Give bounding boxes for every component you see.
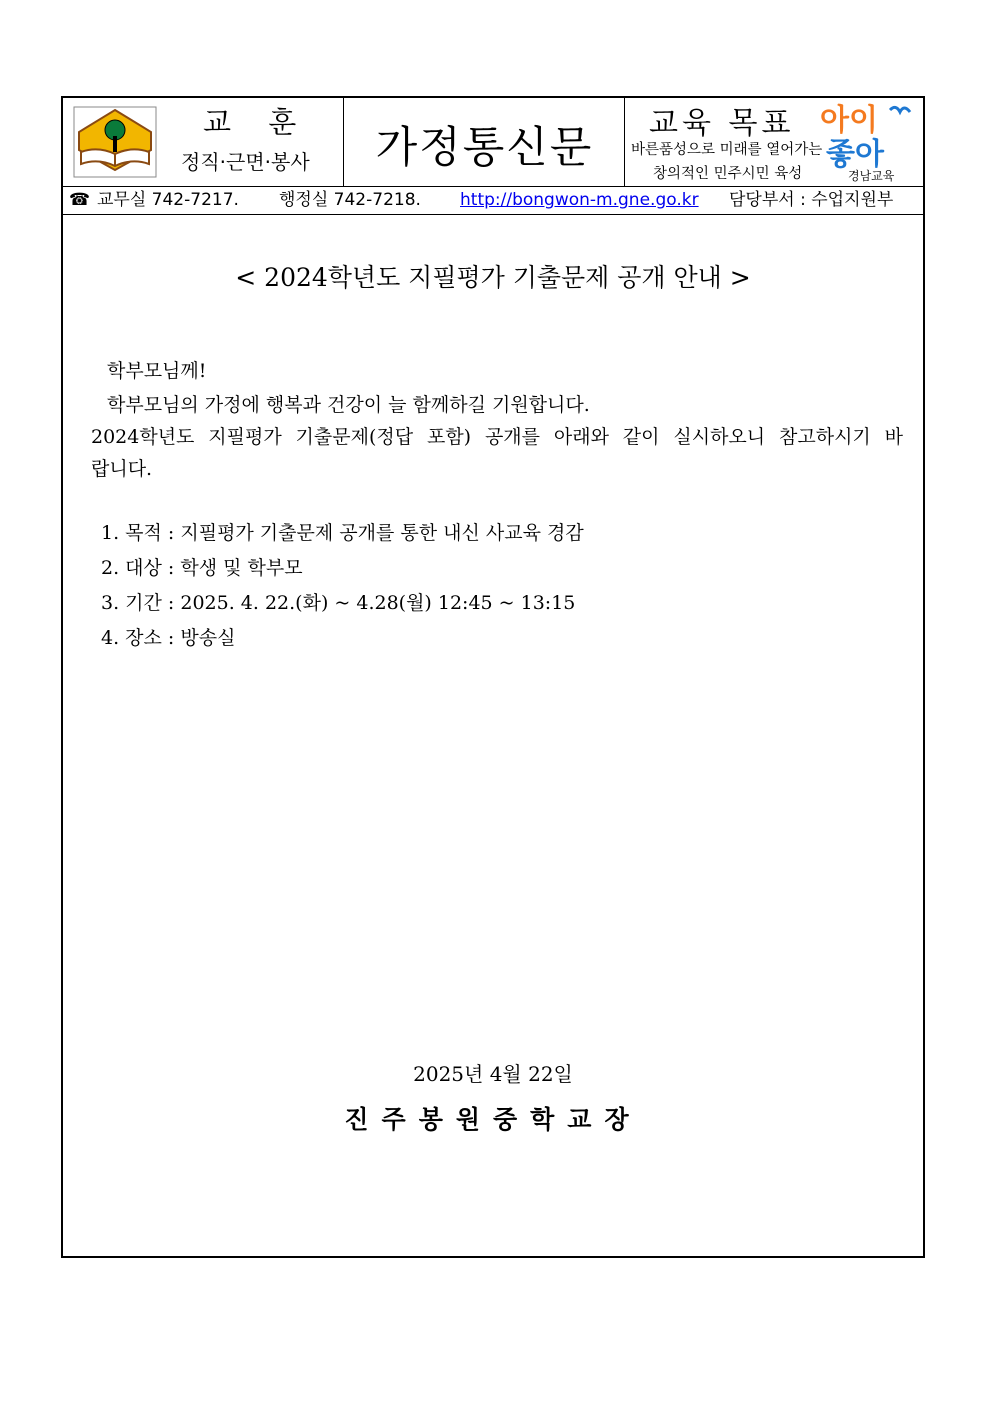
header-table (63, 98, 923, 187)
issue-date: 2025년 4월 22일 (413, 1062, 573, 1086)
school-emblem-icon (73, 106, 157, 178)
goal-title: 교육 목표 (649, 106, 795, 141)
title-cell (344, 98, 625, 186)
goal-cell (625, 98, 923, 186)
admin-phone: 행정실 742-7218. (279, 190, 421, 210)
list-item-period: 3. 기간 : 2025. 4. 22.(화) ~ 4.28(월) 12:45 ~ 13:15 (101, 592, 576, 614)
main-title: 가정통신문 (375, 123, 594, 173)
brand-caption: 경남교육 (848, 169, 895, 183)
goal-line-1: 바른품성으로 미래를 열어가는 (631, 142, 823, 158)
motto-title: 교 훈 (203, 105, 311, 139)
list-item-purpose: 1. 목적 : 지필평가 기출문제 공개를 통한 내신 사교육 경감 (101, 522, 584, 544)
paragraph-line-2: 랍니다. (91, 458, 153, 480)
wish-line: 학부모님의 가정에 행복과 건강이 늘 함께하길 기원합니다. (107, 394, 590, 416)
list-item-place: 4. 장소 : 방송실 (101, 627, 236, 649)
department: 담당부서 : 수업지원부 (729, 190, 894, 210)
notice-title: < 2024학년도 지필평가 기출문제 공개 안내 > (235, 263, 751, 292)
school-url-link[interactable]: http://bongwon-m.gne.go.kr (460, 190, 699, 210)
motto-cell (63, 98, 344, 186)
gyeongnam-education-logo (818, 100, 918, 184)
motto-text: 정직·근면·봉사 (181, 150, 310, 174)
principal-signature: 진주봉원중학교장 (344, 1105, 642, 1134)
goal-line-2: 창의적인 민주시민 육성 (653, 166, 803, 182)
office-phone: 교무실 742-7217. (97, 190, 239, 210)
brand-text-bottom: 좋아 (826, 137, 884, 172)
document-frame (61, 96, 925, 1258)
telephone-icon: ☎ (69, 190, 91, 210)
paragraph-line-1: 2024학년도 지필평가 기출문제(정답 포함) 공개를 아래와 같이 실시하오니 참고하시기 바 (91, 426, 903, 448)
contact-bar (63, 186, 923, 215)
list-item-target: 2. 대상 : 학생 및 학부모 (101, 557, 303, 579)
brand-text-top: 아이 (820, 103, 878, 138)
greeting: 학부모님께! (107, 360, 207, 382)
